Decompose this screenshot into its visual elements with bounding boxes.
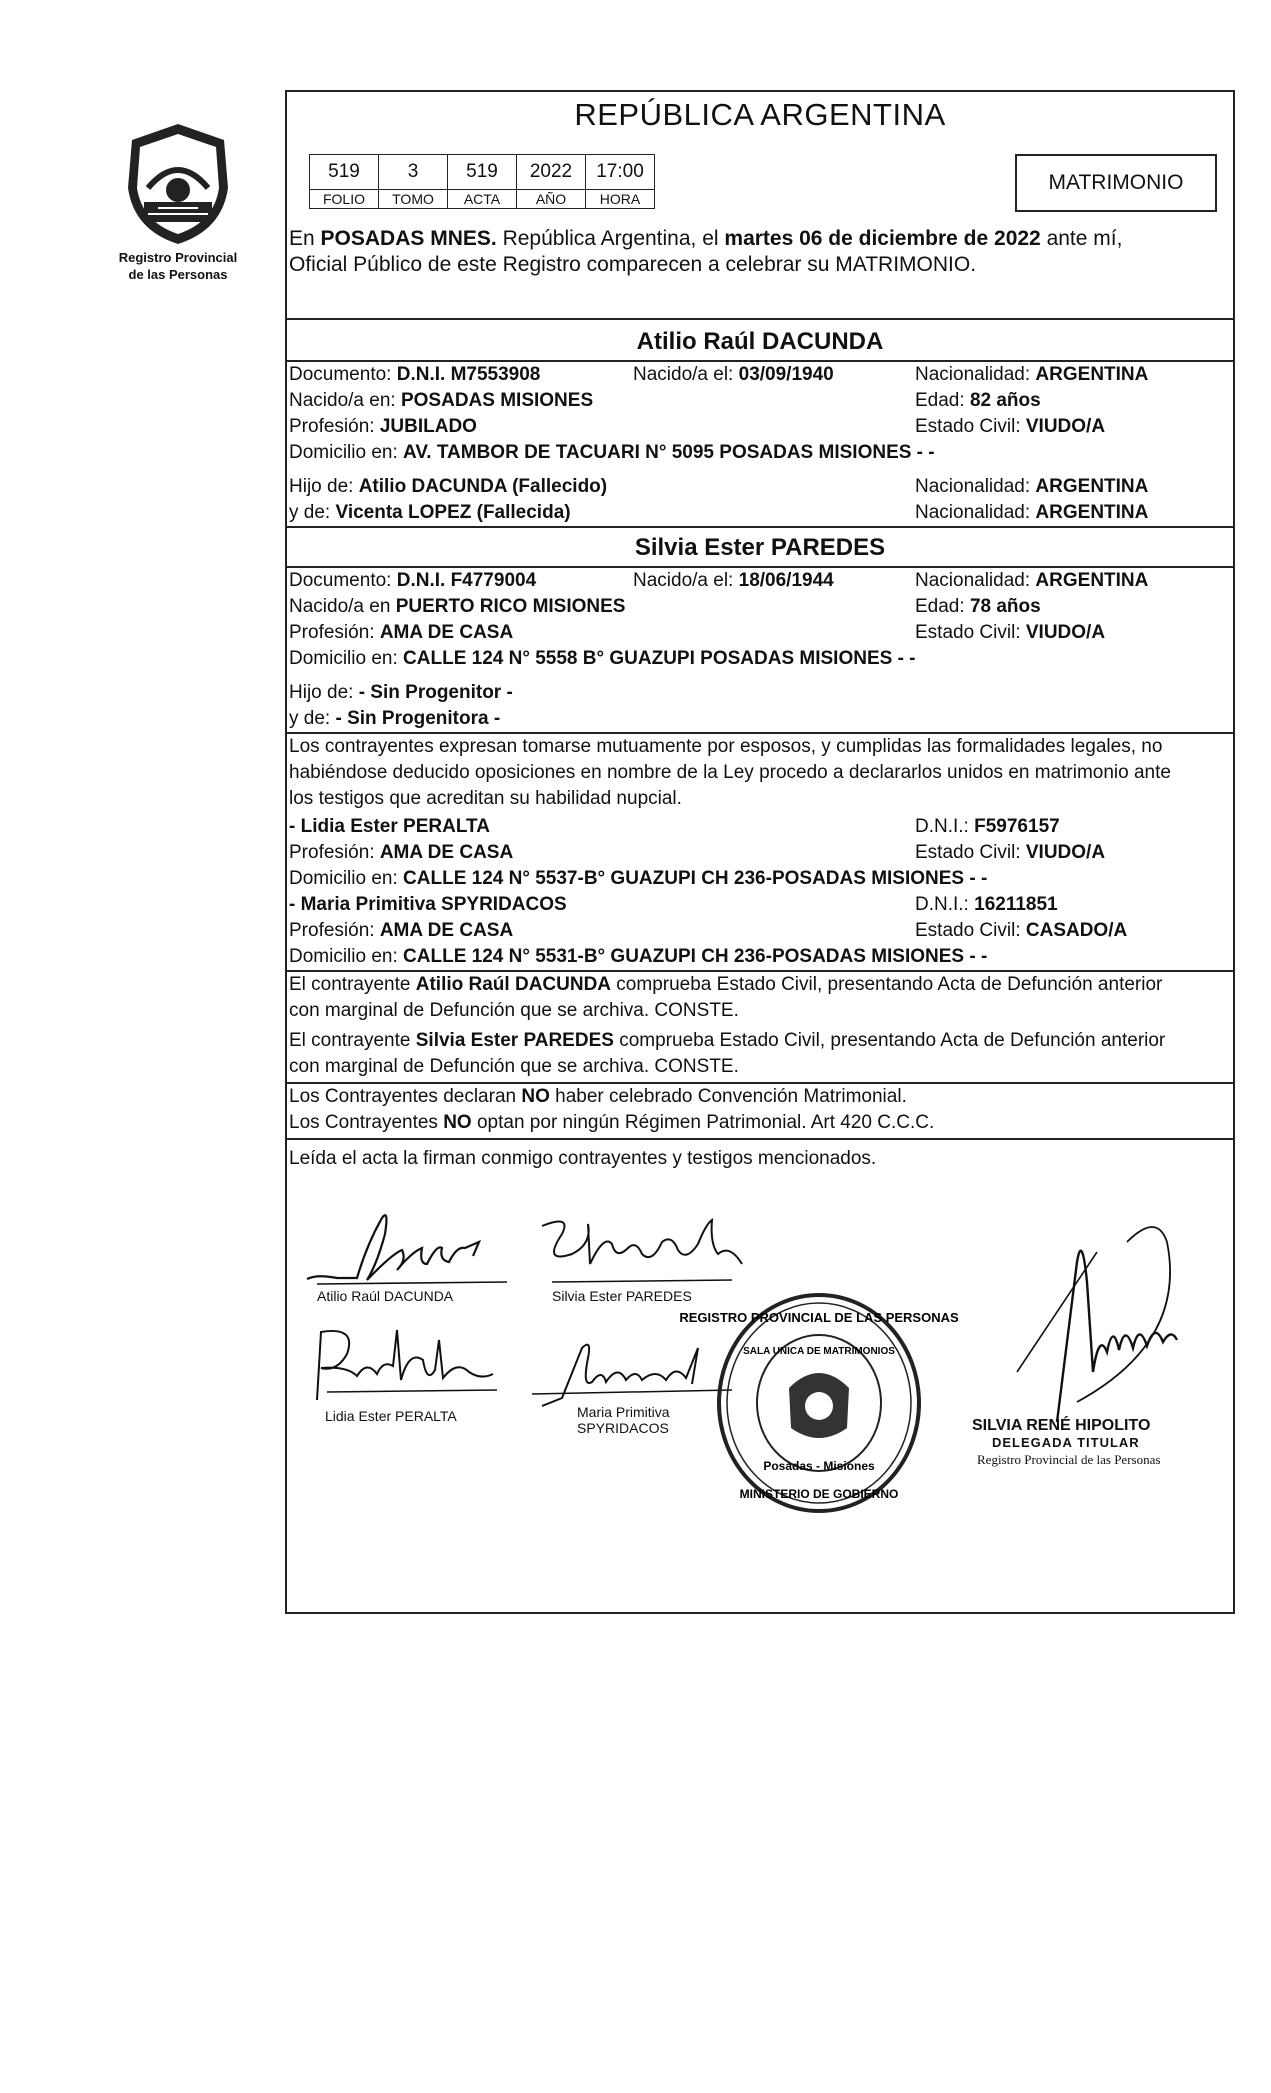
value: 82 años: [969, 390, 1041, 411]
intro-line-1: [289, 228, 1122, 250]
value: ARGENTINA: [1035, 570, 1149, 591]
label: D.N.I.:: [915, 816, 975, 837]
label: Nacionalidad:: [915, 364, 1036, 385]
label: Hijo de:: [289, 476, 359, 497]
value: Atilio DACUNDA (Fallecido): [358, 476, 608, 497]
official-role: DELEGADA TITULAR: [992, 1435, 1140, 1450]
note-text: comprueba Estado Civil, presentando Acta de Defunción anterior: [611, 974, 1163, 995]
closing-text: Leída el acta la firman conmigo contrayentes y testigos mencionados.: [289, 1148, 877, 1169]
witness1-profession: [289, 842, 513, 864]
note-name: Silvia Ester PAREDES: [415, 1030, 614, 1051]
note-text: Los Contrayentes: [289, 1112, 444, 1133]
folio-label: FOLIO: [310, 190, 379, 209]
intro-text: República Argentina, el: [496, 227, 725, 250]
label: Domicilio en:: [289, 868, 404, 889]
note-text: optan por ningún Régimen Patrimonial. Art 420 C.C.C.: [471, 1112, 935, 1133]
label: Hijo de:: [289, 682, 359, 703]
value: PUERTO RICO MISIONES: [395, 596, 626, 617]
label: Profesión:: [289, 842, 380, 863]
note-1-line-2: con marginal de Defunción que se archiva. CONSTE.: [289, 1000, 739, 1021]
divider: [287, 360, 1233, 362]
value: CASADO/A: [1025, 920, 1128, 941]
signature-caption-3: Lidia Ester PERALTA: [325, 1408, 457, 1424]
label: Estado Civil:: [915, 920, 1026, 941]
value: ARGENTINA: [1035, 476, 1149, 497]
label: Domicilio en:: [289, 946, 404, 967]
divider: [287, 526, 1233, 528]
note-emphasis: NO: [443, 1112, 472, 1133]
record-type-box: MATRIMONIO: [1015, 154, 1217, 212]
folio-value: 519: [310, 155, 379, 190]
value: CALLE 124 N° 5531-B° GUAZUPI CH 236-POSADAS MISIONES - -: [403, 946, 988, 967]
label: Estado Civil:: [915, 416, 1026, 437]
intro-text: ante mí,: [1040, 227, 1123, 250]
divider: [287, 566, 1233, 568]
official-name: SILVIA RENÉ HIPOLITO: [972, 1417, 1151, 1434]
value: VIUDO/A: [1025, 622, 1106, 643]
divider: [287, 318, 1233, 320]
intro-line-2: Oficial Público de este Registro comparecen a celebrar su MATRIMONIO.: [289, 253, 977, 276]
value: POSADAS MISIONES: [400, 390, 594, 411]
value: CALLE 124 N° 5537-B° GUAZUPI CH 236-POSADAS MISIONES - -: [403, 868, 988, 889]
label: Profesión:: [289, 920, 380, 941]
stamp-text-outer: REGISTRO PROVINCIAL DE LAS PERSONAS: [679, 1310, 959, 1325]
divider: [287, 1138, 1233, 1140]
signature-caption-1: Atilio Raúl DACUNDA: [317, 1288, 454, 1304]
record-table: [309, 154, 655, 209]
witness2-profession: [289, 920, 513, 942]
signature-caption-2: Silvia Ester PAREDES: [552, 1288, 692, 1304]
page-title: REPÚBLICA ARGENTINA: [574, 97, 946, 132]
note-text: El contrayente: [289, 974, 416, 995]
spouse1-name: Atilio Raúl DACUNDA: [636, 328, 884, 355]
value: ARGENTINA: [1035, 502, 1149, 523]
spouse1-doc: [289, 364, 540, 386]
note-emphasis: NO: [521, 1086, 550, 1107]
spouse1-nationality: [915, 364, 1148, 386]
value: - Sin Progenitora -: [335, 708, 501, 729]
official-office: Registro Provincial de las Personas: [977, 1452, 1161, 1467]
acta-label: ACTA: [448, 190, 517, 209]
note-2-line-2: con marginal de Defunción que se archiva. CONSTE.: [289, 1056, 739, 1077]
value: D.N.I. M7553908: [396, 364, 541, 385]
intro-text: En: [289, 227, 321, 250]
spouse1-mother-nat: [915, 502, 1148, 524]
signature-official-icon: [927, 1222, 1207, 1432]
divider: [287, 1082, 1233, 1084]
stamp-text-inner: SALA UNICA DE MATRIMONIOS: [743, 1346, 895, 1357]
declaration-line-3: los testigos que acreditan su habilidad nupcial.: [289, 788, 682, 809]
provincial-seal-icon: [118, 118, 238, 248]
label: Nacido/a el:: [633, 570, 739, 591]
value: VIUDO/A: [1025, 416, 1106, 437]
value: JUBILADO: [379, 416, 477, 437]
spouse1-father-nat: [915, 476, 1148, 498]
spouse1-civil: [915, 416, 1105, 438]
value: AV. TAMBOR DE TACUARI N° 5095 POSADAS MISIONES - -: [403, 442, 935, 463]
value: VIUDO/A: [1025, 842, 1106, 863]
signature-dacunda-icon: [297, 1204, 517, 1294]
label: Nacido/a en: [289, 596, 396, 617]
value: ARGENTINA: [1035, 364, 1149, 385]
hour-value: 17:00: [586, 155, 655, 190]
label: Edad:: [915, 390, 970, 411]
official-stamp-icon: [679, 1288, 959, 1518]
note-name: Atilio Raúl DACUNDA: [415, 974, 612, 995]
divider: [287, 732, 1233, 734]
spouse2-mother: [289, 708, 500, 730]
label: Nacionalidad:: [915, 570, 1036, 591]
spouse2-age: [915, 596, 1041, 618]
intro-date: martes 06 de diciembre de 2022: [724, 227, 1041, 250]
signature-caption-4b: SPYRIDACOS: [577, 1420, 669, 1436]
note-4: [289, 1112, 934, 1134]
spouse1-address: [289, 442, 935, 464]
note-1-line-1: [289, 974, 1162, 996]
label: D.N.I.:: [915, 894, 975, 915]
label: Nacido/a el:: [633, 364, 739, 385]
witness1-address: [289, 868, 987, 890]
divider: [287, 970, 1233, 972]
label: y de:: [289, 502, 336, 523]
acta-value: 519: [448, 155, 517, 190]
value: 78 años: [969, 596, 1041, 617]
declaration-line-2: habiéndose deducido oposiciones en nombre de la Ley procedo a declararlos unidos en matrimonio ante: [289, 762, 1171, 783]
label: Profesión:: [289, 622, 380, 643]
signature-paredes-icon: [532, 1204, 762, 1294]
label: Documento:: [289, 570, 397, 591]
spouse1-born-in: [289, 390, 593, 412]
spouse1-father: [289, 476, 607, 498]
note-text: haber celebrado Convención Matrimonial.: [549, 1086, 907, 1107]
stamp-text-bottom: MINISTERIO DE GOBIERNO: [739, 1487, 899, 1501]
label: Domicilio en:: [289, 648, 404, 669]
hour-label: HORA: [586, 190, 655, 209]
spouse1-mother: [289, 502, 571, 524]
value: F5976157: [974, 816, 1060, 837]
value: AMA DE CASA: [379, 842, 514, 863]
stamp-text-city: Posadas - Misiones: [763, 1459, 875, 1473]
value: Vicenta LOPEZ (Fallecida): [335, 502, 571, 523]
tomo-value: 3: [379, 155, 448, 190]
spouse1-profession: [289, 416, 477, 438]
label: y de:: [289, 708, 336, 729]
spouse2-profession: [289, 622, 513, 644]
witness2-dni: [915, 894, 1058, 916]
logo-caption-1: Registro Provincial: [118, 250, 238, 265]
label: Nacido/a en:: [289, 390, 401, 411]
label: Documento:: [289, 364, 397, 385]
label: Edad:: [915, 596, 970, 617]
value: 03/09/1940: [738, 364, 834, 385]
spouse1-age: [915, 390, 1041, 412]
tomo-label: TOMO: [379, 190, 448, 209]
label: Profesión:: [289, 416, 380, 437]
year-value: 2022: [517, 155, 586, 190]
value: D.N.I. F4779004: [396, 570, 537, 591]
signature-caption-4a: Maria Primitiva: [577, 1404, 670, 1420]
year-label: AÑO: [517, 190, 586, 209]
signature-peralta-icon: [297, 1320, 507, 1410]
spouse2-father: [289, 682, 513, 704]
value: AMA DE CASA: [379, 920, 514, 941]
value: AMA DE CASA: [379, 622, 514, 643]
value: - Sin Progenitor -: [358, 682, 513, 703]
note-3: [289, 1086, 907, 1108]
note-2-line-1: [289, 1030, 1165, 1052]
witness1-civil: [915, 842, 1105, 864]
spouse2-civil: [915, 622, 1105, 644]
label: Estado Civil:: [915, 842, 1026, 863]
spouse2-born-on: [633, 570, 834, 592]
note-text: Los Contrayentes declaran: [289, 1086, 522, 1107]
certificate-frame: [285, 90, 1235, 1614]
label: Estado Civil:: [915, 622, 1026, 643]
witness2-name: - Maria Primitiva SPYRIDACOS: [289, 894, 567, 915]
label: Nacionalidad:: [915, 476, 1036, 497]
registry-logo: [108, 118, 248, 282]
value: 16211851: [974, 894, 1058, 915]
value: 18/06/1944: [738, 570, 834, 591]
label: Domicilio en:: [289, 442, 404, 463]
intro-place: POSADAS MNES.: [320, 227, 497, 250]
witness2-address: [289, 946, 987, 968]
note-text: El contrayente: [289, 1030, 416, 1051]
label: Nacionalidad:: [915, 502, 1036, 523]
spouse1-born-on: [633, 364, 834, 386]
witness1-dni: [915, 816, 1060, 838]
spouse2-address: [289, 648, 916, 670]
note-text: comprueba Estado Civil, presentando Acta de Defunción anterior: [613, 1030, 1166, 1051]
witness1-name: - Lidia Ester PERALTA: [289, 816, 490, 837]
spouse2-born-in: [289, 596, 625, 618]
logo-caption-2: de las Personas: [128, 267, 228, 282]
spouse2-doc: [289, 570, 536, 592]
value: CALLE 124 N° 5558 B° GUAZUPI POSADAS MISIONES - -: [403, 648, 916, 669]
witness2-civil: [915, 920, 1127, 942]
spouse2-name: Silvia Ester PAREDES: [634, 534, 886, 561]
declaration-line-1: Los contrayentes expresan tomarse mutuamente por esposos, y cumplidas las formalidades legales, no: [289, 736, 1163, 757]
spouse2-nationality: [915, 570, 1148, 592]
